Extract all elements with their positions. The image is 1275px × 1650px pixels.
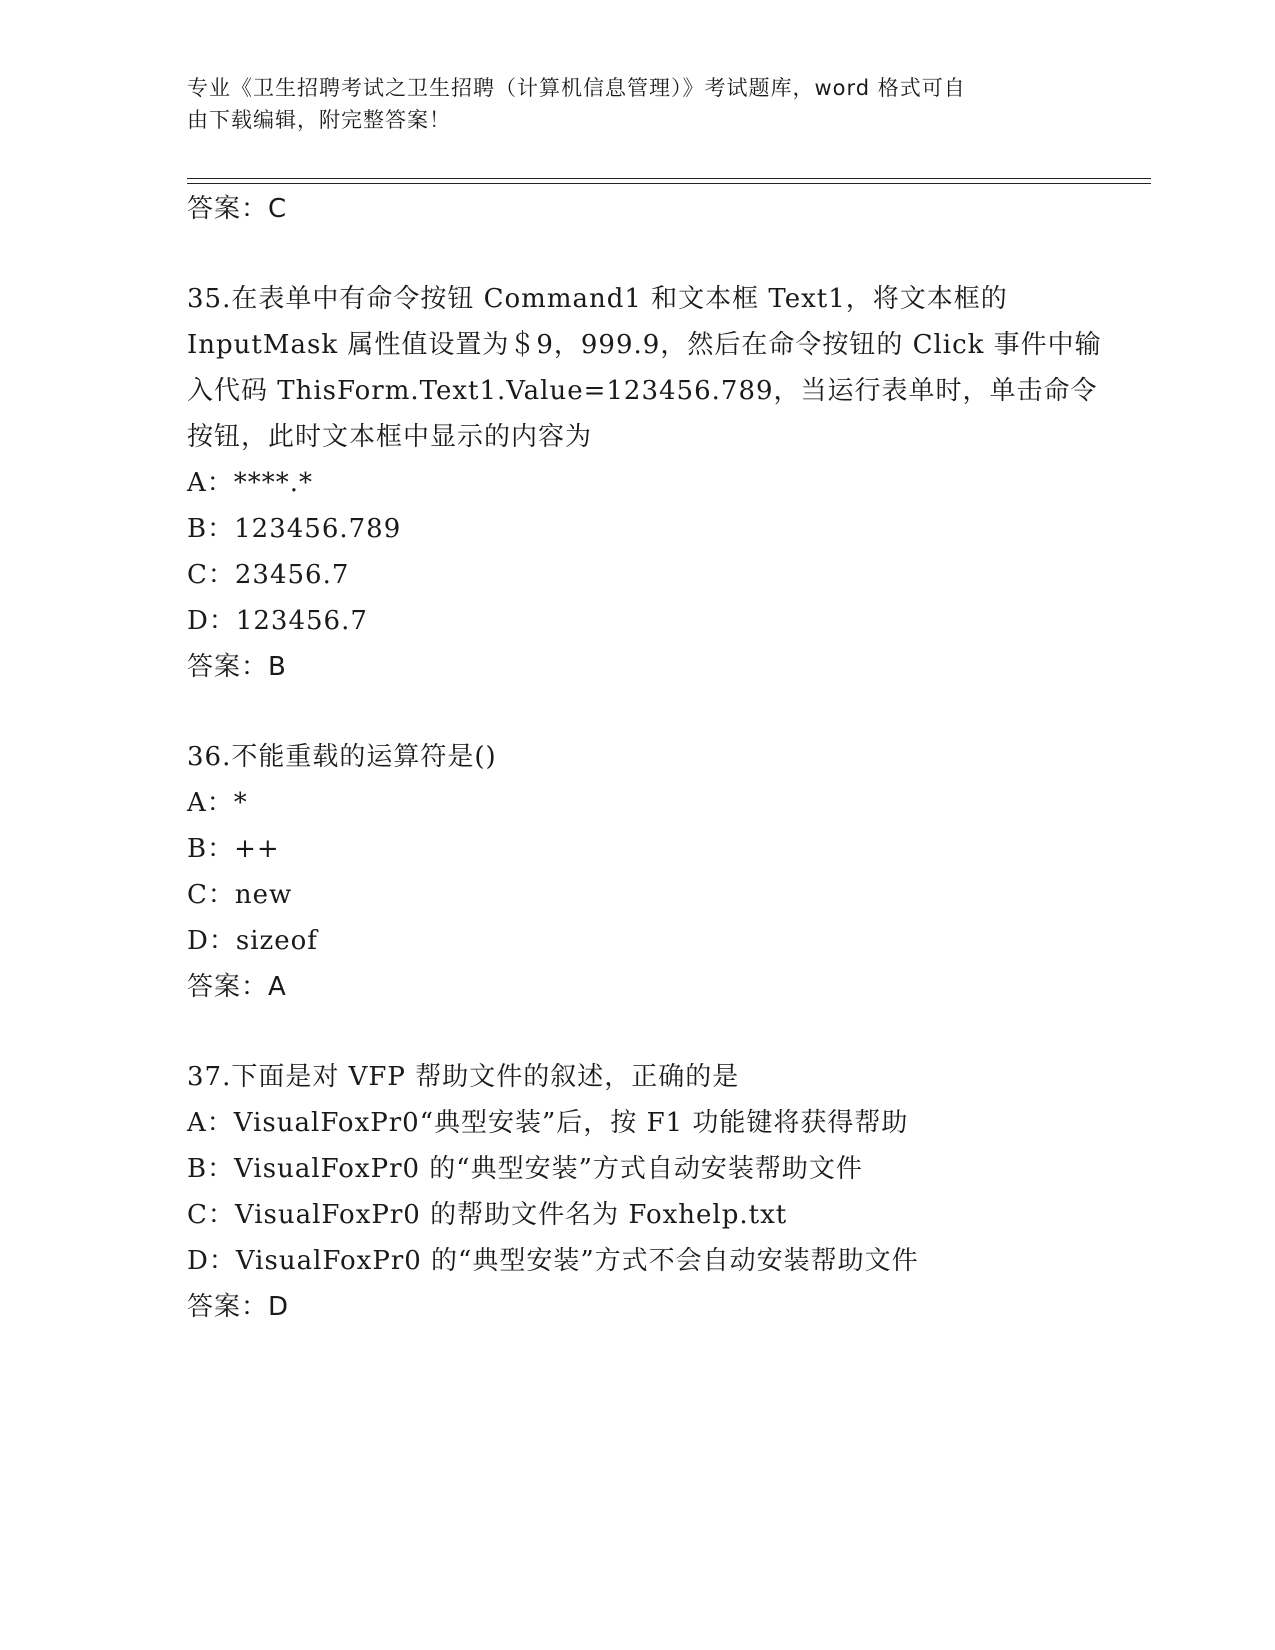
option-c: C：VisualFoxPr0 的帮助文件名为 Foxhelp.txt — [187, 1200, 788, 1230]
answer-line: 答案：B — [187, 652, 287, 682]
option-b: B：++ — [187, 834, 280, 864]
question-block — [187, 276, 1107, 690]
header-divider-bottom — [187, 183, 1151, 184]
option-b: B：123456.789 — [187, 514, 402, 544]
document-body — [187, 186, 1107, 1330]
option-d: D：123456.7 — [187, 606, 368, 636]
option-a: A：* — [187, 788, 248, 818]
question-block — [187, 734, 1107, 1010]
option-b: B：VisualFoxPr0 的“典型安装”方式自动安装帮助文件 — [187, 1154, 863, 1184]
question-text: 35.在表单中有命令按钮 Command1 和文本框 Text1，将文本框的 InputMask 属性值设置为＄9，999.9，然后在命令按钮的 Click 事件中输入代码 ThisForm.Text1.Value=123456.789，当运行表单时，单击命令按钮，此时文本框中显示的内容为 — [187, 284, 1102, 452]
answer-line: 答案：C — [187, 194, 288, 224]
answer-line: 答案：A — [187, 972, 287, 1002]
document-header — [187, 72, 1087, 136]
option-a: A：VisualFoxPr0“典型安装”后，按 F1 功能键将获得帮助 — [187, 1108, 909, 1138]
header-line-2: 由下载编辑，附完整答案！ — [187, 108, 451, 132]
option-d: D：sizeof — [187, 926, 318, 956]
option-d: D：VisualFoxPr0 的“典型安装”方式不会自动安装帮助文件 — [187, 1246, 919, 1276]
header-line-1: 专业《卫生招聘考试之卫生招聘（计算机信息管理）》考试题库，word 格式可自 — [187, 76, 966, 100]
question-text: 37.下面是对 VFP 帮助文件的叙述，正确的是 — [187, 1062, 740, 1092]
question-text: 36.不能重载的运算符是() — [187, 742, 497, 772]
question-block — [187, 1054, 1107, 1330]
option-a: A：****.* — [187, 468, 314, 498]
answer-line: 答案：D — [187, 1292, 290, 1322]
option-c: C：new — [187, 880, 293, 910]
option-c: C：23456.7 — [187, 560, 350, 590]
header-divider-top — [187, 178, 1151, 179]
